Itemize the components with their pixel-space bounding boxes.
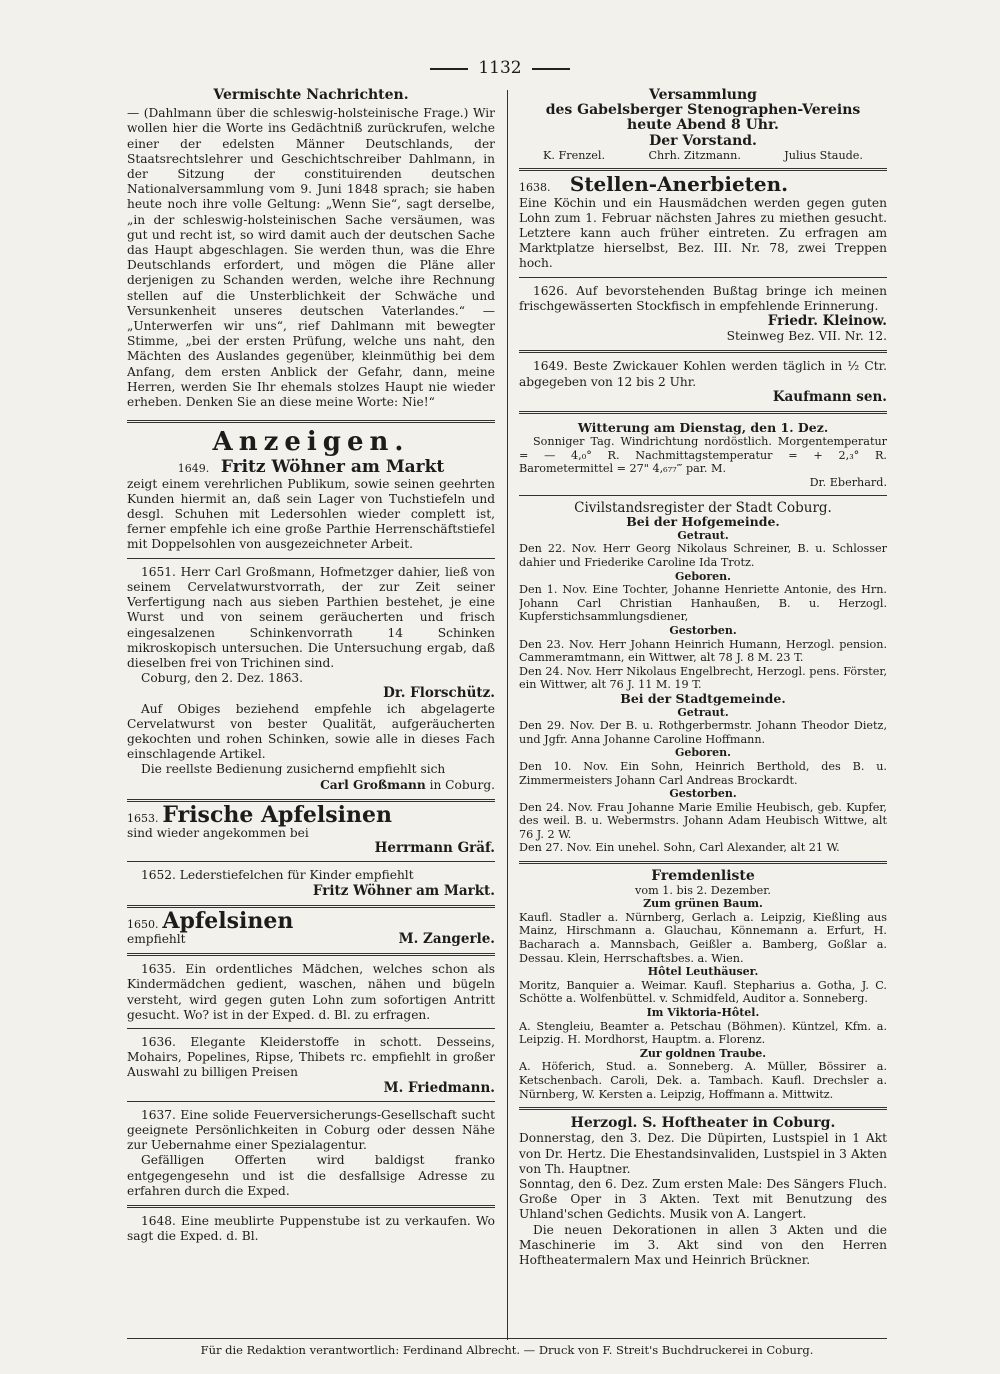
ad-signature-2: Carl Großmann xyxy=(320,777,426,792)
divider xyxy=(127,1101,495,1102)
civil-label: Gestorben. xyxy=(669,787,737,801)
divider xyxy=(519,861,887,864)
divider xyxy=(127,420,495,423)
ad-body: 1651. Herr Carl Großmann, Hofmetzger dahier, ließ von seinem Cervelatwurstvorrath, der zur Zeit seiner Verfertigung nach aus sieben Parthien bestehet, je eine Wurst und von seinem geräucherten und frisch eingesalzenen Schinkenvorrath 14 Schinken mikroskopisch untersuchen. Die Untersuchung ergab, daß dieselben frei von Trichinen sind. xyxy=(127,564,495,670)
ad-number: 1638. xyxy=(519,181,551,195)
ad-1649b xyxy=(519,359,887,405)
ad-title: Fritz Wöhner am Markt xyxy=(220,457,445,478)
civil-label: Getraut. xyxy=(677,528,729,542)
fremden-title: Fremdenliste xyxy=(651,868,755,885)
ad-body: sind wieder angekommen bei xyxy=(127,825,309,840)
divider xyxy=(519,411,887,414)
footer-rule xyxy=(127,1338,887,1339)
ad-signature: Kaufmann sen. xyxy=(772,388,887,405)
ad-1635 xyxy=(127,962,495,1023)
divider xyxy=(519,350,887,353)
theater-notice xyxy=(519,1116,887,1268)
fremden-sub: vom 1. bis 2. Dezember. xyxy=(635,883,771,897)
ad-title: Apfelsinen xyxy=(162,907,294,934)
ad-1637 xyxy=(127,1108,495,1199)
civil-entry: Den 24. Nov. Herr Nikolaus Engelbrecht, Herzogl. pens. Förster, ein Wittwer, alt 76 J. 11 M. 19 T. xyxy=(519,664,887,692)
ad-body: Eine Köchin und ein Hausmädchen werden gegen guten Lohn zum 1. Februar nächsten Jahres zu miethen gesucht. Letztere kann auch früher eintreten. Zu erfragen am Marktplatze hierselbst, Bez. III. Nr. 78, zwei Treppen hoch. xyxy=(519,195,887,271)
divider xyxy=(519,168,887,171)
civil-entry: Den 10. Nov. Ein Sohn, Heinrich Berthold, des B. u. Zimmermeisters Johann Carl Andreas Brockardt. xyxy=(519,759,887,787)
column-divider xyxy=(507,90,508,1340)
versammlung-notice xyxy=(519,88,887,162)
ad-address: Steinweg Bez. VII. Nr. 12. xyxy=(726,329,887,344)
ad-1650 xyxy=(127,907,495,947)
theater-title: Herzogl. S. Hoftheater in Coburg. xyxy=(570,1115,836,1132)
divider xyxy=(127,558,495,559)
ad-1651 xyxy=(127,565,495,793)
ad-body: zeigt einem verehrlichen Publikum, sowie seinen geehrten Kunden hiermit an, daß sein Lager von Tuchstiefeln und desgl. Schuhen mit Ledersohlen wieder complett ist, ferner empfehle ich eine große Parthie Herrenschäftstiefel mit Doppelsohlen von ausgezeichneter Arbeit. xyxy=(127,476,495,552)
ad-date: Coburg, den 2. Dez. 1863. xyxy=(141,671,303,686)
ad-1638 xyxy=(519,172,887,271)
hotel-guests: Moritz, Banquier a. Weimar. Kaufl. Stepharius a. Gotha, J. C. Schötte a. Wolfenbüttel. v. Schmidfeld, Auditor a. Sonneberg. xyxy=(519,978,887,1006)
civil-entry: Den 23. Nov. Herr Johann Heinrich Humann, Herzogl. pension. Cammeramtmann, ein Wittwer, alt 78 J. 8 M. 23 T. xyxy=(519,637,887,665)
civil-register xyxy=(519,499,887,855)
hotel-heading: Im Viktoria-Hôtel. xyxy=(646,1006,760,1019)
left-column xyxy=(127,88,495,1338)
ad-signature: Dr. Florschütz. xyxy=(383,685,495,702)
ad-body: 1636. Elegante Kleiderstoffe in schott. Desseins, Mohairs, Popelines, Ripse, Thibets rc. empfiehlt in großer Auswahl zu billigen Preisen xyxy=(127,1034,495,1080)
hotel-guests: A. Höferich, Stud. a. Sonneberg. A. Müller, Bössirer a. Ketschenbach. Caroli, Dek. a. Tambach. Kaufl. Drechsler a. Nürnberg, W. Kersten a. Leipzig, Hoffmann a. Mittwitz. xyxy=(519,1060,887,1101)
ad-1652 xyxy=(127,868,495,898)
hotel-guests: A. Stengleiu, Beamter a. Petschau (Böhmen). Küntzel, Kfm. a. Leipzig. H. Mordhorst, Hauptm. a. Florenz. xyxy=(519,1019,887,1047)
ad-signature: Fritz Wöhner am Markt. xyxy=(312,882,495,899)
ad-body: 1635. Ein ordentliches Mädchen, welches schon als Kindermädchen gedient, waschen, nähen und bügeln versteht, wird gegen guten Lohn zum sofortigen Antritt gesucht. Wo? ist in der Exped. d. Bl. zu erfragen. xyxy=(127,962,495,1022)
civil-label: Geboren. xyxy=(674,746,732,760)
weather-report xyxy=(519,420,887,490)
page-header xyxy=(0,58,1000,78)
divider xyxy=(519,495,887,496)
ad-number: 1649. xyxy=(177,462,210,476)
civil-title: Civilstandsregister der Stadt Coburg. xyxy=(574,499,832,516)
ad-signature: M. Zangerle. xyxy=(398,930,495,947)
versammlung-vorstand: Der Vorstand. xyxy=(649,132,757,149)
ad-1653 xyxy=(127,801,495,857)
ad-signature: Herrmann Gräf. xyxy=(374,840,495,857)
right-column xyxy=(519,88,887,1338)
ad-1649 xyxy=(127,457,495,552)
anzeigen-heading: Anzeigen. xyxy=(212,427,410,458)
member-name: Julius Staude. xyxy=(784,148,863,162)
ad-body: 1648. Eine meublirte Puppenstube ist zu verkaufen. Wo sagt die Exped. d. Bl. xyxy=(127,1214,495,1244)
hotel-heading: Zum grünen Baum. xyxy=(643,897,763,911)
member-name: Chrh. Zitzmann. xyxy=(648,148,741,162)
versammlung-title-1: Versammlung xyxy=(649,88,757,103)
theater-entry: Donnerstag, den 3. Dez. Die Düpirten, Lustspiel in 1 Akt von Dr. Hertz. Die Ehestandsinvaliden, Lustspiel in 3 Akten von Th. Hauptner. xyxy=(519,1131,887,1176)
ad-closing: Die reellste Bedienung zusichernd empfiehlt sich xyxy=(141,762,446,777)
civil-label: Gestorben. xyxy=(669,623,737,637)
ad-body-2: Auf Obiges beziehend empfehle ich abgelagerte Cervelatwurst von bester Qualität, aufgeräucherten gekochten und rohen Schinken, sowie alle in dieses Fach einschlagende Artikel. xyxy=(127,701,495,762)
hotel-guests: Kaufl. Stadler a. Nürnberg, Gerlach a. Leipzig, Kießling aus Mainz, Hirschmann a. Glauchau, Könnemann a. Erfurt, H. Bacharach a. Mannsbach, Geißler a. Bamberg, Goßlar a. Dessau. Klein, Herrschaftsbes. a. Wien. xyxy=(519,910,887,965)
divider xyxy=(519,277,887,278)
civil-entry: Den 29. Nov. Der B. u. Rothgerbermstr. Johann Theodor Dietz, und Jgfr. Anna Johanne Caroline Hoffmann. xyxy=(519,719,887,746)
hotel-heading: Zur goldnen Traube. xyxy=(639,1046,767,1060)
civil-hof-heading: Bei der Hofgemeinde. xyxy=(626,514,780,530)
weather-signature: Dr. Eberhard. xyxy=(809,476,887,490)
footer-imprint: Für die Redaktion verantwortlich: Ferdinand Albrecht. — Druck von F. Streit's Buchdruckerei in Coburg. xyxy=(200,1343,814,1357)
ad-title: Frische Apfelsinen xyxy=(162,801,392,828)
ad-body: 1649. Beste Zwickauer Kohlen werden täglich in ½ Ctr. abgegeben von 12 bis 2 Uhr. xyxy=(519,359,887,389)
ad-place: in Coburg. xyxy=(429,777,495,792)
civil-entry: Den 22. Nov. Herr Georg Nikolaus Schreiner, B. u. Schlosser dahier und Friederike Caroline Ida Trotz. xyxy=(519,542,887,569)
divider xyxy=(127,953,495,956)
civil-entry: Den 24. Nov. Frau Johanne Marie Emilie Heubisch, geb. Kupfer, des weil. B. u. Webermstrs. Johann Adam Heubisch Wittwe, alt 76 J. 2 W. xyxy=(519,800,887,841)
misc-heading: Vermischte Nachrichten. xyxy=(213,88,409,103)
member-name: K. Frenzel. xyxy=(543,148,606,162)
weather-body: Sonniger Tag. Windrichtung nordöstlich. Morgentemperatur = — 4,₀° R. Nachmittagstemperatur = + 2,₃° R. Barometermittel = 27" 4,₆₇₇‴ par. M. xyxy=(519,435,887,476)
civil-entry: Den 1. Nov. Eine Tochter, Johanne Henriette Antonie, des Hrn. Johann Carl Christian Hanhaußen, B. u. Herzogl. Kupferstichsammlungsdiener, xyxy=(519,583,887,624)
header-rule-left xyxy=(430,68,468,70)
ad-number: 1650. xyxy=(127,917,159,931)
ad-title: Stellen-Anerbieten. xyxy=(569,172,789,197)
ad-body: 1637. Eine solide Feuerversicherungs-Gesellschaft sucht geeignete Persönlichkeiten in Coburg oder dessen Nähe zur Uebernahme einer Spezialagentur. xyxy=(127,1107,495,1153)
theater-entry: Die neuen Dekorationen in allen 3 Akten und die Maschinerie im 3. Akt sind von den Herren Hoftheatermalern Max und Heinrich Brückner. xyxy=(519,1222,887,1267)
ad-body-2: Gefälligen Offerten wird baldigst franko entgegengesehn und ist die desfallsige Adresse zu erfahren durch die Exped. xyxy=(127,1153,495,1198)
versammlung-title-3: heute Abend 8 Uhr. xyxy=(627,117,779,134)
civil-stadt-heading: Bei der Stadtgemeinde. xyxy=(620,690,786,706)
versammlung-names xyxy=(519,149,887,163)
ad-body: 1652. Lederstiefelchen für Kinder empfiehlt xyxy=(141,868,414,883)
weather-title: Witterung am Dienstag, den 1. Dez. xyxy=(577,420,829,436)
theater-entry: Sonntag, den 6. Dez. Zum ersten Male: Des Sängers Fluch. Große Oper in 3 Akten. Text mit Benutzung des Uhland'schen Gedichts. Musik von A. Langert. xyxy=(519,1176,887,1222)
civil-label: Geboren. xyxy=(674,569,732,583)
ad-1626 xyxy=(519,284,887,345)
header-rule-right xyxy=(532,68,570,70)
divider xyxy=(127,861,495,862)
ad-signature: Friedr. Kleinow. xyxy=(767,313,887,330)
divider xyxy=(127,1205,495,1208)
ad-pre: empfiehlt xyxy=(127,931,186,946)
ad-body: 1626. Auf bevorstehenden Bußtag bringe ich meinen frischgewässerten Stockfisch in empfehlende Erinnerung. xyxy=(519,283,887,313)
hotel-heading: Hôtel Leuthäuser. xyxy=(647,965,759,979)
ad-1636 xyxy=(127,1035,495,1096)
ad-1648 xyxy=(127,1214,495,1244)
divider xyxy=(127,1028,495,1029)
civil-entry: Den 27. Nov. Ein unehel. Sohn, Carl Alexander, alt 21 W. xyxy=(519,841,840,855)
divider xyxy=(519,1107,887,1110)
civil-label: Getraut. xyxy=(677,705,729,719)
fremdenliste xyxy=(519,870,887,1101)
ad-signature: M. Friedmann. xyxy=(383,1079,495,1096)
ad-number: 1653. xyxy=(127,811,159,825)
misc-body: — (Dahlmann über die schleswig-holsteinische Frage.) Wir wollen hier die Worte ins Gedächtniß zurückrufen, welche einer der edelsten Männer Deutschlands, der Staatsrechtslehrer und Geschichtschreiber Dahlmann, in der Sitzung der constituirenden deutschen Nationalversammlung vom 9. Juni 1848 sprach; sie haben heute noch ihre volle Geltung: „Wenn Sie“, sagt derselbe, „in der schleswig-holsteinischen Sache versäumen, was gut und recht ist, so wird damit auch der deutschen Sache das Haupt abgeschlagen. Sie werden thun, was die Ehre Deutschlands erfordert, und mögen die Pläne aller derjenigen zu Schanden werden, welche ihre Rechnung stellen auf die Unsterblichkeit der Schwäche und Versunkenheit unseres deutschen Vaterlandes.“ — „Unterwerfen wir uns“, rief Dahlmann mit bewegter Stimme, „bei der ersten Prüfung, welche uns naht, den Mächten des Auslandes gegenüber, kleinmüthig bei dem Anfang, dem ersten Anblick der Gefahr, dann, meine Herren, werden Sie Ihr ehemals stolzes Haupt nie wieder erheben. Denken Sie an diese meine Worte: Nie!“ xyxy=(127,106,495,410)
versammlung-title-2: des Gabelsberger Stenographen-Vereins xyxy=(545,102,861,119)
page-number: 1132 xyxy=(478,58,522,78)
